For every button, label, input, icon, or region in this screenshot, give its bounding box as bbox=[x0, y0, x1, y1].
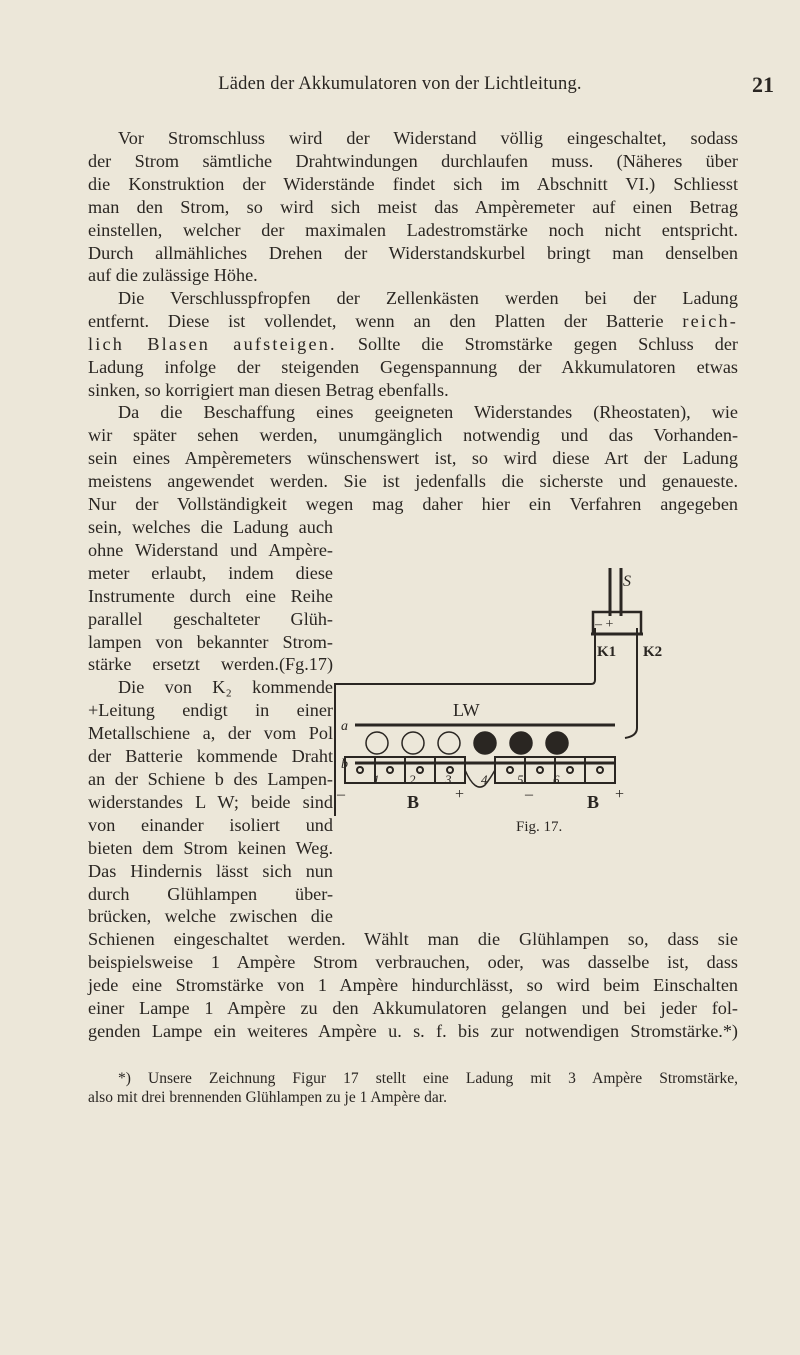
page-title: Läden der Akkumulatoren von der Lichtleitung. bbox=[218, 74, 582, 94]
wrapped-text-column bbox=[88, 516, 333, 928]
battery-cells-diagram bbox=[335, 749, 635, 801]
text-line: bieten dem Strom keinen Weg. bbox=[88, 837, 333, 858]
cell bbox=[567, 767, 573, 773]
terminal-sign: + bbox=[455, 786, 465, 801]
terminal-sign: + bbox=[615, 786, 625, 801]
text-line: +Leitung endigt in einer bbox=[88, 700, 333, 721]
text-line: Durch allmähliches Drehen der Widerstandskurbel bringt man denselben bbox=[88, 242, 738, 263]
text-line: Metallschiene a, der vom Pol bbox=[88, 723, 333, 744]
text-line: der Batterie kommende Draht bbox=[88, 746, 333, 767]
terminal-sign: – bbox=[525, 786, 533, 801]
text-line: Schienen eingeschaltet werden. Wählt man die Glühlampen so, dass sie bbox=[88, 929, 738, 949]
text-line: meter erlaubt, indem diese bbox=[88, 562, 333, 583]
text-line: Da die Beschaffung eines geeigneten Widerstandes (Rheostaten), wie bbox=[118, 402, 738, 422]
battery-1 bbox=[345, 757, 465, 783]
text-line: Die Verschlusspfropfen der Zellenkästen werden bei der Ladung bbox=[118, 288, 738, 308]
lamp-number: 4 bbox=[481, 772, 488, 787]
text-line: sein eines Ampèremeters wünschenswert ist, so wird diese Art der Ladung bbox=[88, 447, 738, 468]
text-line: man den Strom, so wird sich meist das Ampèremeter auf einen Betrag bbox=[88, 196, 738, 217]
text-line bbox=[88, 333, 738, 356]
text-line: beispielsweise 1 Ampère Strom verbrauchen, oder, was dasselbe ist, dass bbox=[88, 951, 738, 972]
label-minus-plus: – + bbox=[595, 617, 614, 632]
emphasis-text: reich- bbox=[682, 310, 739, 331]
text-line: durch Glühlampen über- bbox=[88, 883, 333, 904]
text-line: ohne Widerstand und Ampère- bbox=[88, 539, 333, 560]
text-line: von einander isoliert und bbox=[88, 814, 333, 835]
text-line: der Strom sämtliche Drahtwindungen durchlaufen muss. (Näheres über bbox=[88, 150, 738, 171]
label-s: S bbox=[623, 573, 631, 590]
text-line: widerstandes L W; beide sind bbox=[88, 791, 333, 812]
text-line: Ladung infolge der steigenden Gegenspannung der Akkumulatoren etwas bbox=[88, 356, 738, 377]
wire-k2 bbox=[625, 628, 637, 738]
label-lw: LW bbox=[453, 700, 480, 720]
footnote bbox=[88, 1069, 738, 1107]
emphasis-text: lich Blasen aufsteigen. bbox=[88, 333, 337, 354]
paragraph-1 bbox=[88, 127, 738, 287]
lamp-number: 2 bbox=[409, 772, 416, 787]
text-line: an der Schiene b des Lampen- bbox=[88, 768, 333, 789]
cell bbox=[537, 767, 543, 773]
page-number: 21 bbox=[752, 72, 774, 97]
cell bbox=[417, 767, 423, 773]
text-line: meistens angewendet werden. Sie ist jedenfalls die sicherste und genaueste. bbox=[88, 470, 738, 491]
paragraph-continuation bbox=[88, 928, 738, 1043]
text-line: sein, welches die Ladung auch bbox=[88, 517, 333, 537]
battery-label: B bbox=[407, 792, 420, 812]
text-line: brücken, welche zwischen die bbox=[88, 906, 333, 927]
terminal-sign: – bbox=[337, 786, 345, 801]
paragraph-2 bbox=[88, 287, 738, 402]
footnote-line: *) Unsere Zeichnung Figur 17 stellt eine Ladung mit 3 Ampère Stromstärke, bbox=[118, 1070, 738, 1087]
text-line: Vor Stromschluss wird der Widerstand völlig eingeschaltet, sodass bbox=[118, 128, 738, 148]
text-line bbox=[88, 310, 738, 333]
text-line: jede eine Stromstärke von 1 Ampère hindurchlässt, so wird beim Einschalten bbox=[88, 974, 738, 995]
label-k1: K1 bbox=[597, 644, 617, 660]
label-k2: K2 bbox=[643, 644, 663, 660]
text-line: Nur der Vollständigkeit wegen mag daher hier ein Verfahren angegeben bbox=[88, 493, 738, 514]
wire-k1 bbox=[591, 628, 595, 684]
text-line: wir später sehen werden, unumgänglich notwendig und das Vorhanden- bbox=[88, 424, 738, 445]
battery-2 bbox=[495, 757, 615, 783]
text-line: die Konstruktion der Widerstände findet sich im Abschnitt VI.) Schliesst bbox=[88, 173, 738, 194]
cell bbox=[507, 767, 513, 773]
figure-caption: Fig. 17. bbox=[516, 819, 563, 835]
lamp-number: 1 bbox=[373, 772, 380, 787]
lamp-number: 6 bbox=[553, 772, 560, 787]
text-segment: Sollte die Stromstärke gegen Schluss der bbox=[357, 333, 738, 354]
lamp-number: 5 bbox=[517, 772, 524, 787]
lamp-number: 3 bbox=[445, 772, 452, 787]
cell bbox=[387, 767, 393, 773]
cell bbox=[447, 767, 453, 773]
text-line: sinken, so korrigiert man diesen Betrag ebenfalls. bbox=[88, 379, 449, 400]
cell bbox=[357, 767, 363, 773]
running-header bbox=[0, 72, 800, 96]
text-line: auf die zulässige Höhe. bbox=[88, 265, 258, 286]
text-line: parallel geschalteter Glüh- bbox=[88, 608, 333, 629]
text-line: genden Lampe ein weiteres Ampère u. s. f. bis zur notwendigen Stromstärke.*) bbox=[88, 1020, 738, 1041]
text-line: stärke ersetzt werden.(Fg.17) bbox=[88, 654, 333, 675]
text-line: Instrumente durch eine Reihe bbox=[88, 585, 333, 606]
connecting-wire bbox=[465, 770, 495, 787]
cell bbox=[597, 767, 603, 773]
footnote-line: also mit drei brennenden Glühlampen zu je 1 Ampère dar. bbox=[88, 1089, 447, 1106]
text-line: einstellen, welcher der maximalen Ladestromstärke noch nicht entspricht. bbox=[88, 219, 738, 240]
text-line: einer Lampe 1 Ampère zu den Akkumulatoren gelangen und bei jeder fol- bbox=[88, 997, 738, 1018]
label-b: b bbox=[341, 757, 348, 772]
text-segment: entfernt. Diese ist vollendet, wenn an den Platten der Batterie bbox=[88, 310, 664, 331]
text-line: Das Hindernis lässt sich nun bbox=[88, 860, 333, 881]
battery-label: B bbox=[587, 792, 600, 812]
label-a: a bbox=[341, 719, 348, 734]
text-line: lampen von bekannter Strom- bbox=[88, 631, 333, 652]
paragraph-3 bbox=[88, 401, 738, 516]
text-line: Die von K₂ kommende bbox=[118, 677, 333, 698]
